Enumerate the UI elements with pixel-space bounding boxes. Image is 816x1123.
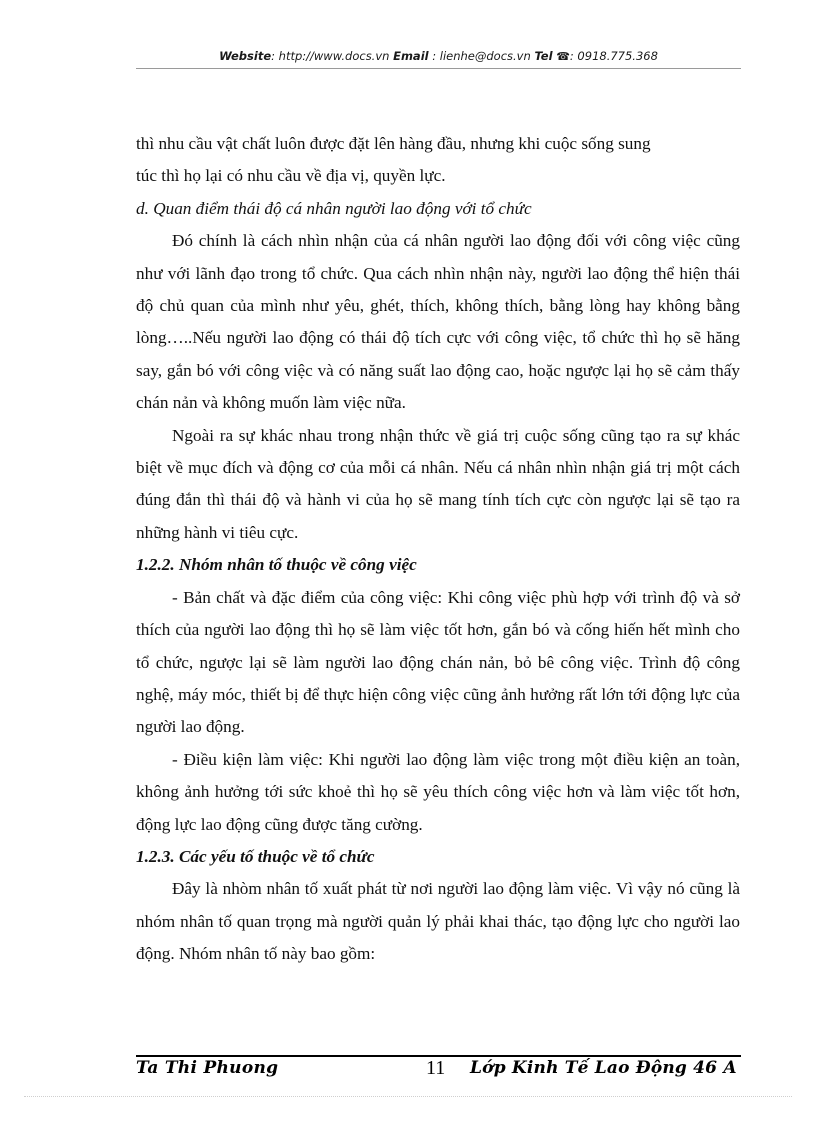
footer-divider xyxy=(136,1055,741,1057)
footer-class-name: Lớp Kinh Tế Lao Động 46 A xyxy=(470,1058,737,1078)
document-body xyxy=(136,128,740,971)
continuation-line-1: thì nhu cầu vật chất luôn được đặt lên hàng đầu, nhưng khi cuộc sống sung xyxy=(136,134,651,153)
tel-value: : 0918.775.368 xyxy=(569,49,658,63)
paragraph-life-values: Ngoài ra sự khác nhau trong nhận thức về giá trị cuộc sống cũng tạo ra sự khác biệt về mục đích và động cơ của mỗi cá nhân. Nếu cá nhân nhìn nhận giá trị một cách đúng đắn thì thái độ và hành vi của họ sẽ mang tính tích cực còn ngược lại sẽ tạo ra những hành vi tiêu cực. xyxy=(136,425,740,542)
page-number: 11 xyxy=(426,1058,446,1079)
paragraph-attitude: Đó chính là cách nhìn nhận của cá nhân người lao động đối với công việc cũng như với lãnh đạo trong tổ chức. Qua cách nhìn nhận này, người lao động thể hiện thái độ chủ quan của mình như yêu, ghét, thích, không thích, bằng lòng hay không bằng lòng…..Nếu người lao động có thái độ tích cực với công việc, tổ chức thì họ sẽ hăng say, gắn bó với công việc và có năng suất lao động cao, hoặc ngược lại họ sẽ cảm thấy chán nản và không muốn làm việc nữa. xyxy=(136,231,740,413)
footer-author: Ta Thi Phuong xyxy=(136,1058,279,1078)
section-heading-1-2-3: 1.2.3. Các yếu tố thuộc về tổ chức xyxy=(136,846,375,866)
page-edge-divider xyxy=(24,1096,792,1097)
paragraph-organization-factors: Đây là nhòm nhân tố xuất phát từ nơi người lao động làm việc. Vì vậy nó cũng là nhóm nhân tố quan trọng mà người quản lý phải khai thác, tạo động lực cho người lao động. Nhóm nhân tố này bao gồm: xyxy=(136,879,740,964)
website-value: : http://www.docs.vn xyxy=(271,49,394,63)
tel-label: Tel xyxy=(534,49,553,63)
page-header xyxy=(136,48,741,69)
paragraph-job-nature: - Bản chất và đặc điểm của công việc: Khi công việc phù hợp với trình độ và sở thích của người lao động thì họ sẽ làm việc tốt hơn, gắn bó và cống hiến hết mình cho tổ chức, ngược lại sẽ làm người lao động chán nản, bỏ bê công việc. Trình độ công nghệ, máy móc, thiết bị để thực hiện công việc cũng ảnh hưởng rất lớn tới động lực của người lao động. xyxy=(136,587,740,737)
telephone-icon: ☎ xyxy=(556,50,570,63)
paragraph-work-conditions: - Điều kiện làm việc: Khi người lao động làm việc trong một điều kiện an toàn, không ảnh hưởng tới sức khoẻ thì họ sẽ yêu thích công việc hơn và làm việc tốt hơn, động lực lao động cũng được tăng cường. xyxy=(136,749,740,834)
email-value: : lienhe@docs.vn xyxy=(428,49,535,63)
section-heading-1-2-2: 1.2.2. Nhóm nhân tố thuộc về công việc xyxy=(136,555,417,575)
page-footer xyxy=(136,1058,741,1082)
email-label: Email xyxy=(393,49,429,63)
website-label: Website xyxy=(219,49,272,63)
continuation-line-2: túc thì họ lại có nhu cầu về địa vị, quyền lực. xyxy=(136,166,446,186)
subheading-d: d. Quan điểm thái độ cá nhân người lao động với tổ chức xyxy=(136,198,532,218)
